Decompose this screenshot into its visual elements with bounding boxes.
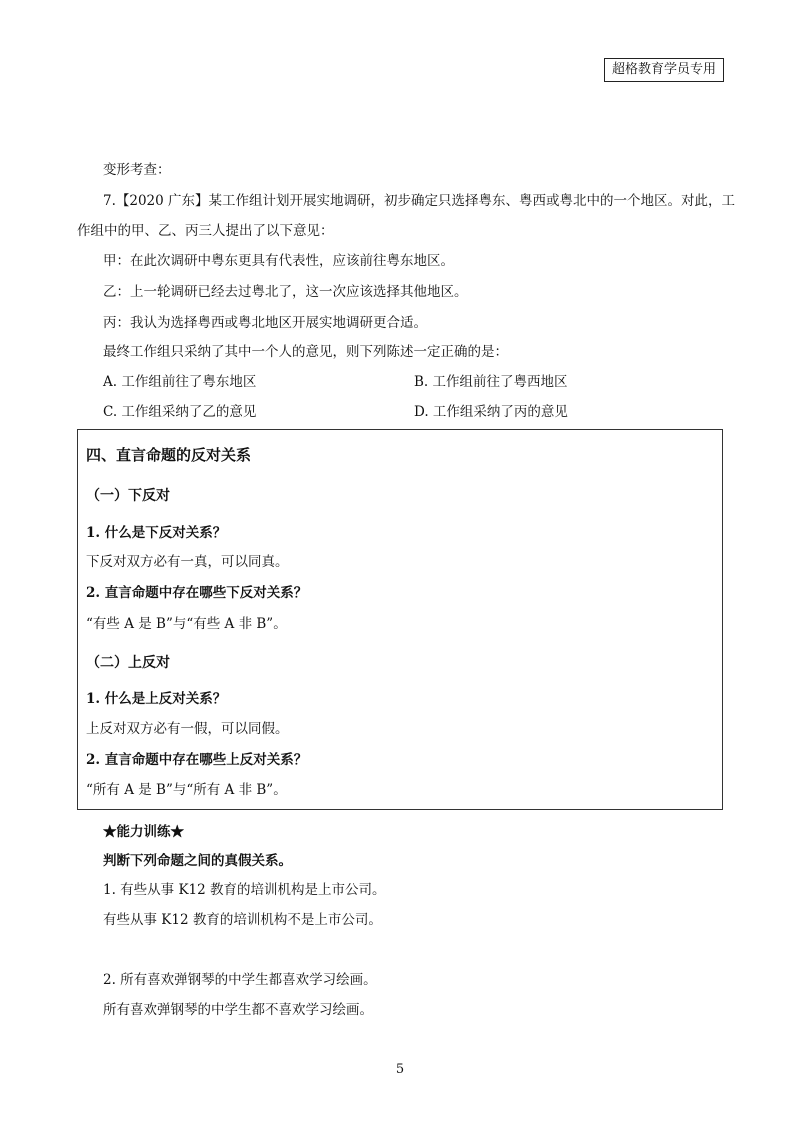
sub2-question-2: 2. 直言命题中存在哪些上反对关系？	[86, 752, 308, 768]
sub1-answer-2: “有些 A 是 B”与“有些 A 非 B”。	[86, 616, 287, 632]
page-number: 5	[395, 1062, 405, 1077]
option-c: C. 工作组采纳了乙的意见	[103, 404, 257, 420]
sub1-question-1: 1. 什么是下反对关系？	[86, 525, 227, 541]
question-line-1: 7.【2020 广东】某工作组计划开展实地调研，初步确定只选择粤东、粤西或粤北中的一个地区。对此，工	[103, 193, 736, 209]
option-d: D. 工作组采纳了丙的意见	[414, 404, 568, 420]
proposition-1a: 1. 有些从事 K12 教育的培训机构是上市公司。	[103, 882, 386, 898]
question-line-2: 作组中的甲、乙、丙三人提出了以下意见：	[77, 223, 334, 239]
opinion-yi: 乙：上一轮调研已经去过粤北了，这一次应该选择其他地区。	[103, 284, 468, 300]
sub2-answer-2: “所有 A 是 B”与“所有 A 非 B”。	[86, 782, 287, 798]
sub1-question-2: 2. 直言命题中存在哪些下反对关系？	[86, 585, 308, 601]
option-a: A. 工作组前往了粤东地区	[103, 374, 257, 390]
header-tag: 超格教育学员专用	[604, 58, 724, 82]
question-stem: 最终工作组只采纳了其中一个人的意见，则下列陈述一定正确的是：	[103, 344, 508, 360]
box-title: 四、直言命题的反对关系	[86, 446, 252, 464]
sub2-answer-1: 上反对双方必有一假，可以同假。	[86, 721, 289, 737]
proposition-2a: 2. 所有喜欢弹钢琴的中学生都喜欢学习绘画。	[103, 972, 377, 988]
training-instruction: 判断下列命题之间的真假关系。	[103, 853, 292, 869]
variant-heading: 变形考查：	[103, 162, 171, 178]
sub2-question-1: 1. 什么是上反对关系？	[86, 691, 227, 707]
subsection-2-title: （二）上反对	[86, 655, 170, 671]
opinion-bing: 丙：我认为选择粤西或粤北地区开展实地调研更合适。	[103, 315, 427, 331]
subsection-1-title: （一）下反对	[86, 488, 170, 504]
training-title: ★能力训练★	[103, 824, 184, 840]
proposition-2b: 所有喜欢弹钢琴的中学生都不喜欢学习绘画。	[103, 1002, 373, 1018]
knowledge-box	[77, 429, 723, 810]
sub1-answer-1: 下反对双方必有一真，可以同真。	[86, 554, 289, 570]
option-b: B. 工作组前往了粤西地区	[414, 374, 568, 390]
opinion-jia: 甲：在此次调研中粤东更具有代表性，应该前往粤东地区。	[103, 253, 454, 269]
proposition-1b: 有些从事 K12 教育的培训机构不是上市公司。	[103, 912, 382, 928]
